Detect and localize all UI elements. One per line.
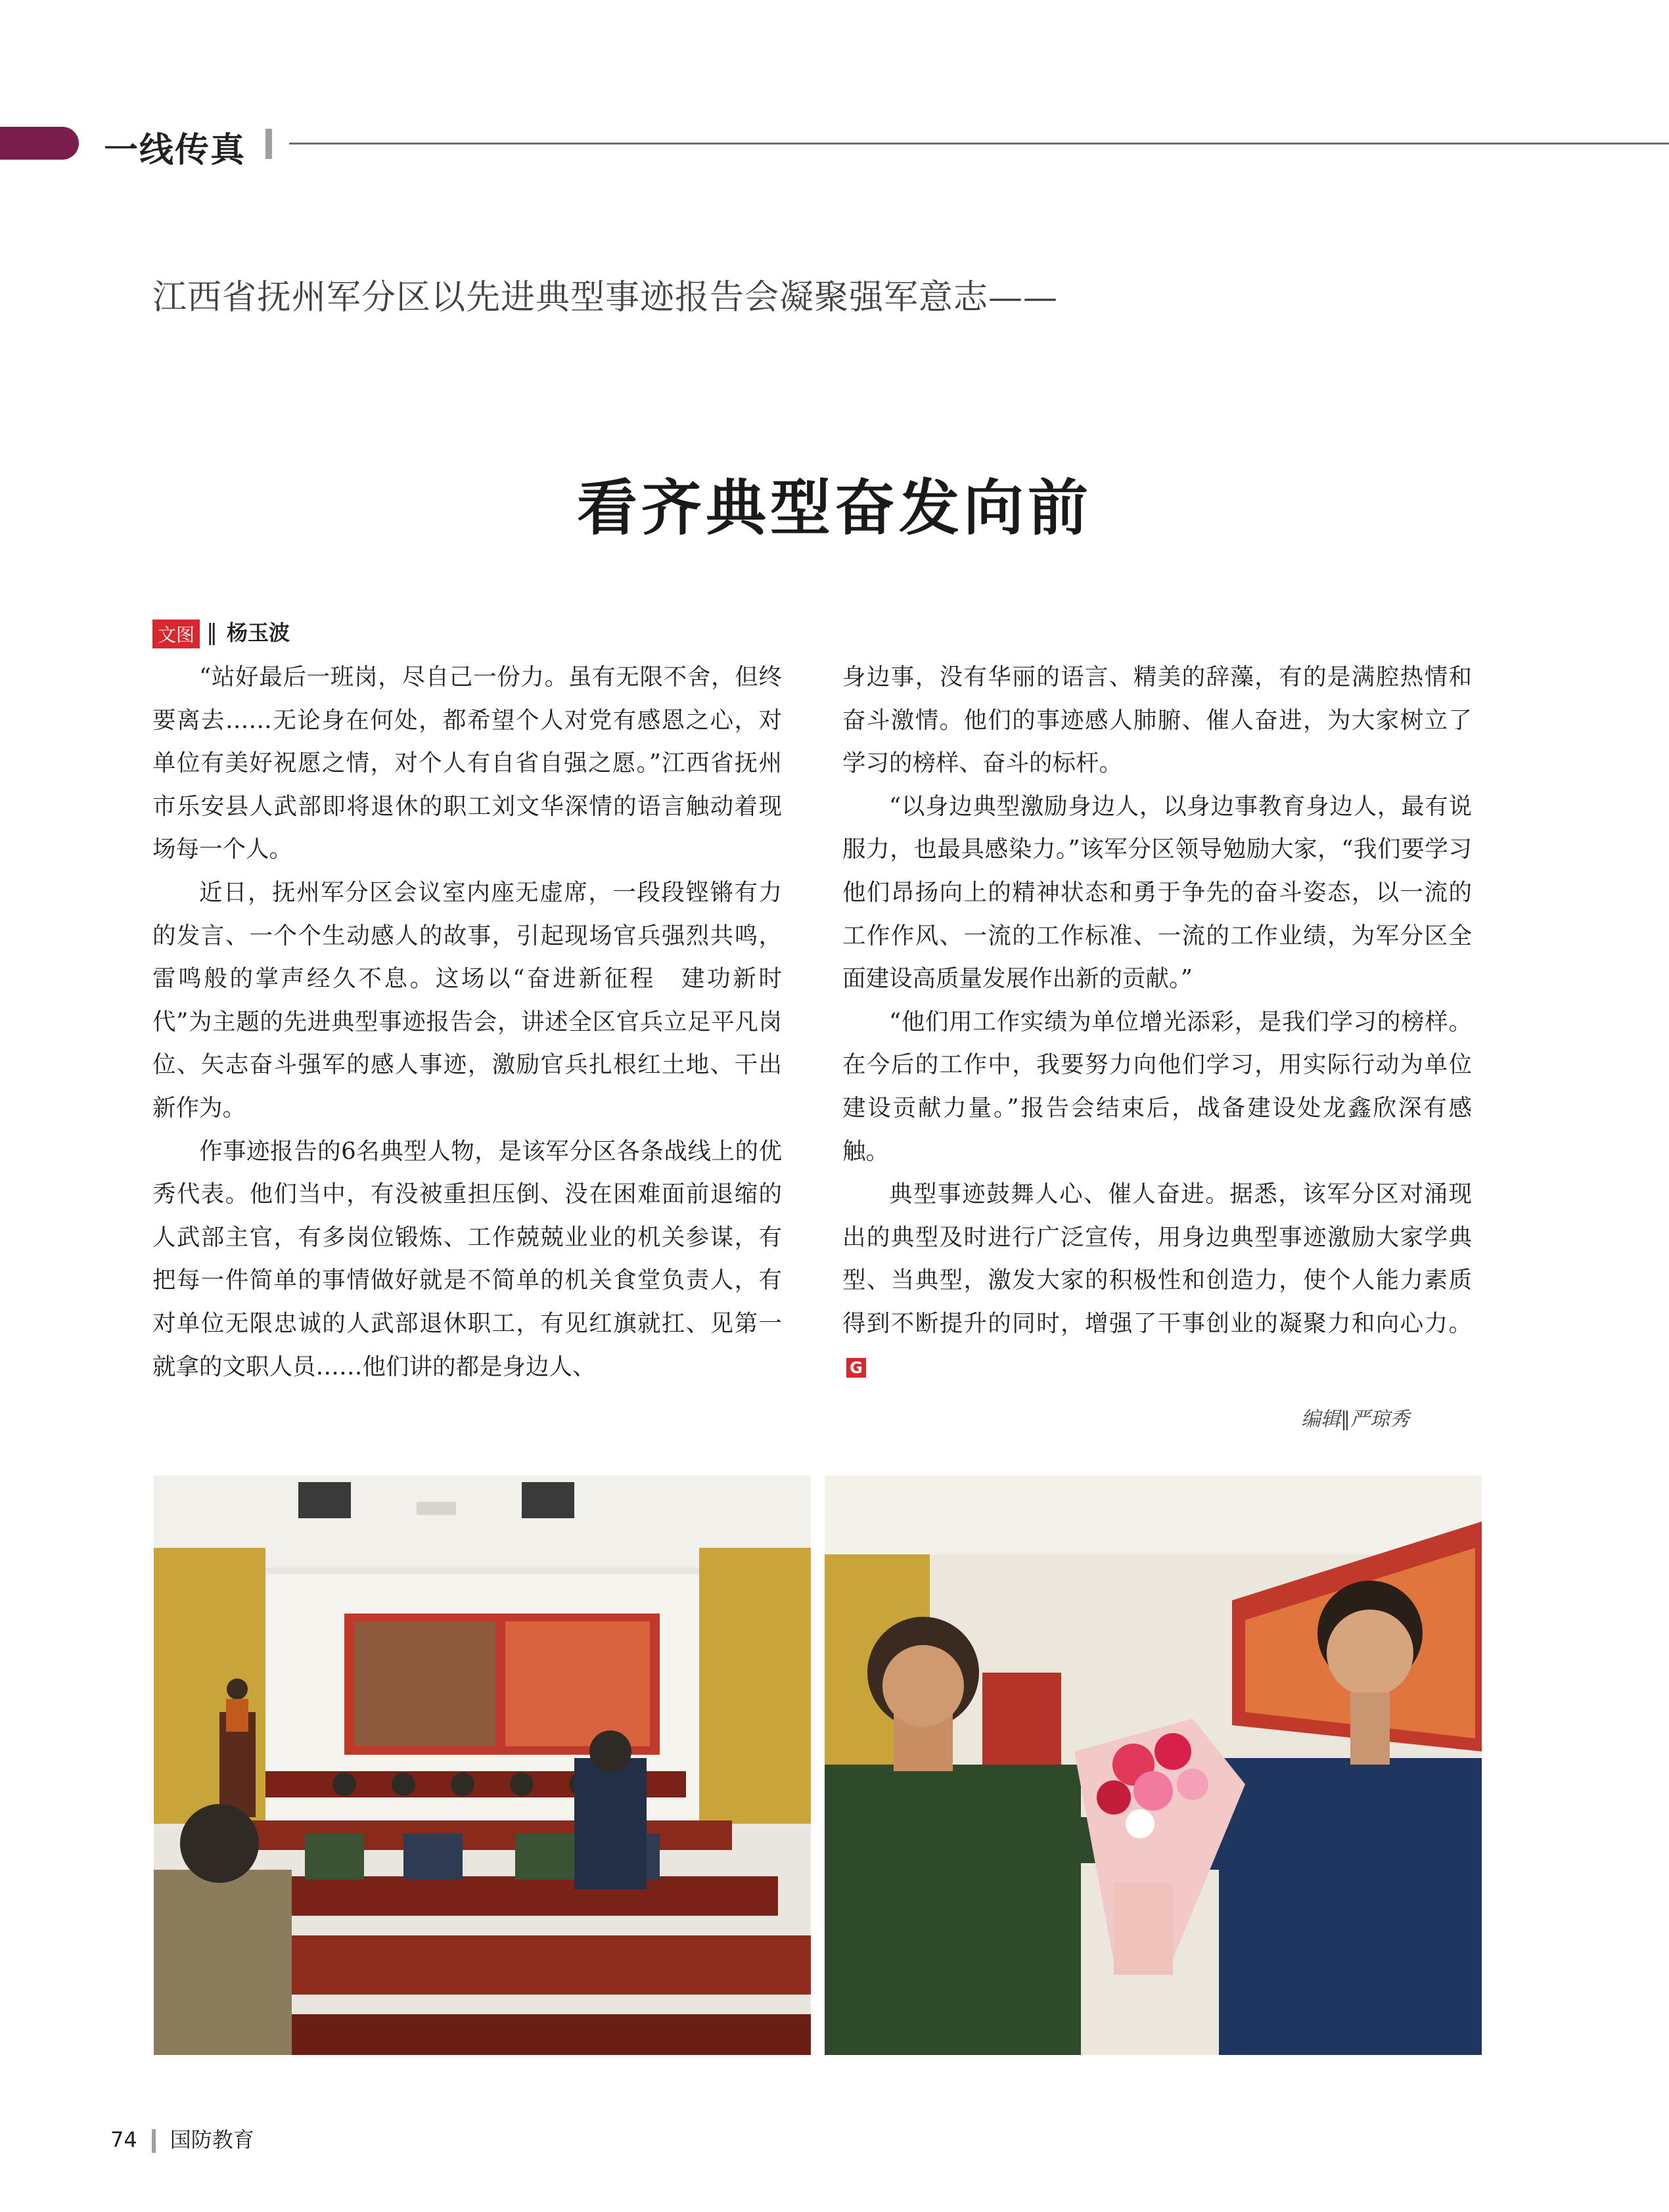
editor-credit: 编辑‖严琼秀 — [1301, 1408, 1409, 1431]
byline — [152, 616, 290, 648]
paragraph-final — [842, 1173, 1472, 1388]
end-mark-icon: G — [846, 1358, 866, 1378]
article-right-column — [842, 656, 1472, 1388]
article-title: 看齐典型奋发向前 — [576, 473, 1092, 543]
magazine-name: 国防教育 — [170, 2127, 254, 2152]
byline-author: 杨玉波 — [227, 620, 290, 645]
footer-divider — [152, 2129, 156, 2153]
byline-separator: ‖ — [206, 620, 218, 646]
flower-presentation-illustration — [825, 1476, 1482, 2055]
section-label: 一线传真 — [104, 131, 246, 170]
article-left-column — [152, 656, 782, 1388]
article-subtitle: 江西省抚州军分区以先进典型事迹报告会凝聚强军意志—— — [152, 278, 1059, 317]
header-rule — [289, 143, 1669, 145]
paragraph: 作事迹报告的6名典型人物，是该军分区各条战线上的优秀代表。他们当中，有没被重担压倒、没在困难面前退缩的人武部主官，有多岗位锻炼、工作兢兢业业的机关参谋，有把每一件简单的事情做好就是不简单的机关食堂负责人，有对单位无限忠诚的人武部退休职工，有见红旗就扛、见第一就拿的文职人员……他们讲的都是身边人、 — [152, 1137, 782, 1380]
paragraph: “站好最后一班岗，尽自己一份力。虽有无限不舍，但终要离去……无论身在何处，都希望个人对党有感恩之心，对单位有美好祝愿之情，对个人有自省自强之愿。”江西省抚州市乐安县人武部即将退休的职工刘文华深情的语言触动着现场每一个人。 — [152, 664, 782, 863]
paragraph: 近日，抚州军分区会议室内座无虚席，一段段铿锵有力的发言、一个个生动感人的故事，引起现场官兵强烈共鸣，雷鸣般的掌声经久不息。这场以“奋进新征程 建功新时代”为主题的先进典型事迹报告会，讲述全区官兵立足平凡岗位、矢志奋斗强军的感人事迹，激励官兵扎根红土地、干出新作为。 — [152, 878, 782, 1121]
paragraph: “以身边典型激励身边人，以身边事教育身边人，最有说服力，也最具感染力。”该军分区领导勉励大家，“我们要学习他们昂扬向上的精神状态和勇于争先的奋斗姿态，以一流的工作作风、一流的工作标准、一流的工作业绩，为军分区全面建设高质量发展作出新的贡献。” — [842, 792, 1472, 993]
section-divider — [265, 129, 272, 159]
paragraph-final-text: 典型事迹鼓舞人心、催人奋进。据悉，该军分区对涌现出的典型及时进行广泛宣传，用身边典型事迹激励大家学典型、当典型，激发大家的积极性和创造力，使个人能力素质得到不断提升的同时，增强了干事创业的凝聚力和向心力。 — [842, 1181, 1472, 1337]
paragraph: “他们用工作实绩为单位增光添彩，是我们学习的榜样。在今后的工作中，我要努力向他们学习，用实际行动为单位建设贡献力量。”报告会结束后，战备建设处龙鑫欣深有感触。 — [842, 1008, 1472, 1165]
byline-badge: 文图 — [152, 620, 200, 648]
photo-meeting-room — [154, 1476, 811, 2055]
paragraph-continuation: 身边事，没有华丽的语言、精美的辞藻，有的是满腔热情和奋斗激情。他们的事迹感人肺腑、催人奋进，为大家树立了学习的榜样、奋斗的标杆。 — [842, 664, 1472, 777]
page-footer — [110, 2123, 254, 2154]
photo-flower-presentation — [825, 1476, 1482, 2055]
meeting-room-illustration — [154, 1476, 811, 2055]
section-tab — [0, 127, 79, 160]
page-number: 74 — [110, 2127, 137, 2152]
